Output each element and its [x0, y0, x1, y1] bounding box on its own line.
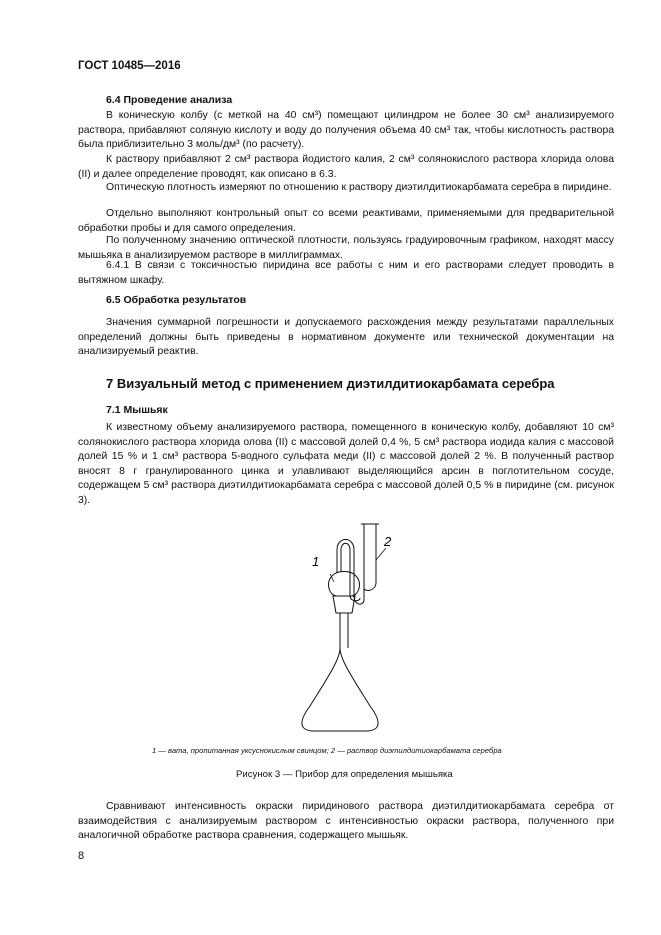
section-6-4-heading: 6.4 Проведение анализа	[106, 94, 233, 106]
leader-2	[376, 548, 386, 560]
closing-paragraph: Сравнивают интенсивность окраски пиридинового раствора диэтилдитиокарбамата серебра от взаимодействия с анализируемым раствором с интенсивностью окраски раствора, полученного при аналогичной обработке раствора сравнения, содержащего мышьяк.	[78, 801, 614, 842]
section-7-heading: 7 Визуальный метод с применением диэтилдитиокарбамата серебра	[106, 376, 555, 391]
section-7-1-heading: 7.1 Мышьяк	[106, 404, 168, 416]
page-number: 8	[78, 850, 85, 862]
label-2: 2	[384, 534, 392, 549]
section-6-5-heading: 6.5 Обработка результатов	[106, 294, 247, 306]
figure-legend: 1 — вата, пропитанная уксуснокислым свинцом; 2 — раствор диэтилдитиокарбамата серебра	[152, 746, 502, 755]
cotton-bulb	[329, 572, 360, 597]
outlet-tube-outer	[337, 540, 354, 597]
flask-neck	[340, 613, 348, 648]
s64-paragraph-1: В коническую колбу (с меткой на 40 см³) помещают цилиндром не более 30 см³ анализируемого раствора, прибавляют соляную кислоту и воду до получения объема 40 см³ так, чтобы кислотность раствора была приблизительно 3 моль/дм³ (по расчету).	[78, 110, 614, 151]
label-1: 1	[312, 554, 320, 569]
s64-paragraph-5: По полученному значению оптической плотности, пользуясь градуировочным графиком, находят массу мышьяка в анализируемом растворе в миллиграммах.	[78, 235, 614, 261]
s64-1-paragraph: 6.4.1 В связи с токсичностью пиридина все работы с ним и его растворами следует проводить в вытяжном шкафу.	[78, 260, 614, 286]
s71-paragraph-1: К известному объему анализируемого раствора, помещенного в коническую колбу, добавляют 10 см³ солянокислого раствора хлорида олова (II) с массовой долей 0,4 %, 5 см³ раствора иодида калия с массовой долей 15 % и 1 см³ раствора 5-водного сульфата меди (II) с массовой долей 2 %. В полученный раствор вносят 8 г гранулированного цинка и улавливают выделяющийся арсин в поглотительном сосуде, содержащем 5 см³ раствора диэтилдитиокарбамата серебра с массовой долей 0,5 % в пиридине (см. рисунок 3).	[78, 422, 614, 506]
ground-joint	[333, 596, 355, 613]
s64-paragraph-2: К раствору прибавляют 2 см³ раствора йодистого калия, 2 см³ солянокислого раствора хлорида олова (II) и далее определение проводят, как описано в 6.3.	[78, 154, 614, 180]
absorber-tube	[364, 524, 376, 600]
arsenic-apparatus-figure	[290, 510, 410, 740]
s64-paragraph-4: Отдельно выполняют контрольный опыт со всеми реактивами, применяемыми для предварительной обработки пробы и для самого определения.	[78, 208, 614, 234]
s64-paragraph-3: Оптическую плотность измеряют по отношению к раствору диэтилдитиокарбамата серебра в пиридине.	[106, 182, 612, 193]
s65-paragraph-1: Значения суммарной погрешности и допускаемого расхождения между результатами параллельных определений должны быть приведены в нормативном документе или технической документации на анализируемый реактив.	[78, 317, 614, 358]
document-header: ГОСТ 10485—2016	[78, 60, 181, 72]
figure-title: Рисунок 3 — Прибор для определения мышьяка	[236, 769, 453, 780]
